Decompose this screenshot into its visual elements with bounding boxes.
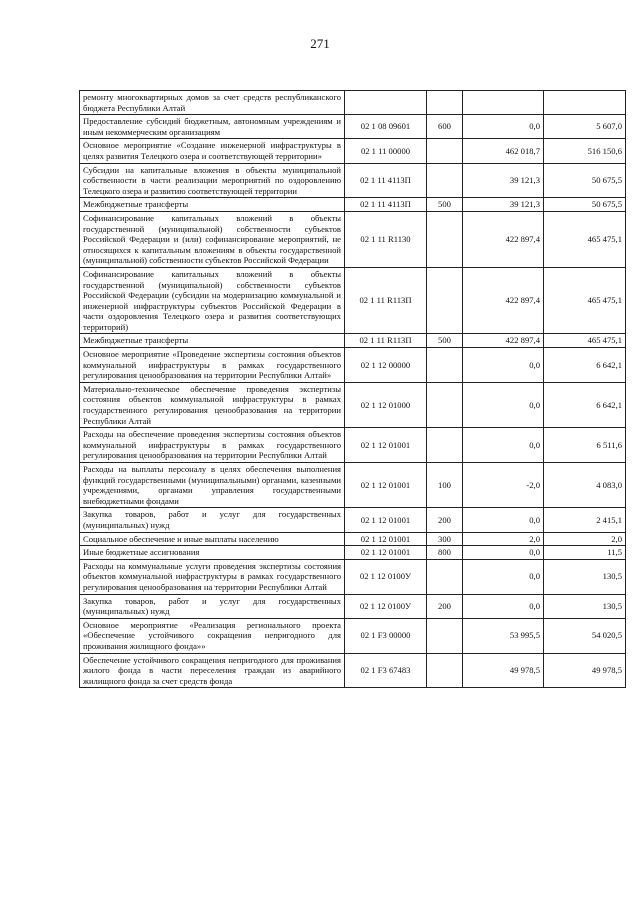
expense-type-cell: 800 (427, 546, 463, 560)
amount-year1-cell: 0,0 (463, 115, 544, 139)
target-code-cell: 02 1 12 01001 (345, 428, 427, 463)
target-code-cell: 02 1 12 01001 (345, 546, 427, 560)
table-row (80, 559, 626, 594)
table-row (80, 382, 626, 427)
amount-year2-cell: 54 020,5 (544, 618, 626, 653)
expense-name-cell: Обеспечение устойчивого сокращения непригодного для проживания жилого фонда в части переселения граждан из аварийного жилищного фонда за счет средств фонда (80, 653, 345, 688)
table-row (80, 508, 626, 532)
expense-type-cell (427, 267, 463, 334)
expense-name-cell: Софинансирование капитальных вложений в объекты государственной (муниципальной) собственности субъектов Российской Федерации и (или) софинансирование мероприятий, не относящихся к капитальным вложениям в объекты государственной (муниципальной) собственности субъектов Российской Федерации (80, 211, 345, 267)
amount-year2-cell: 49 978,5 (544, 653, 626, 688)
amount-year2-cell: 5 607,0 (544, 115, 626, 139)
expense-type-cell: 300 (427, 532, 463, 546)
amount-year1-cell: 0,0 (463, 594, 544, 618)
table-row (80, 198, 626, 212)
amount-year1-cell: 39 121,3 (463, 163, 544, 198)
table-row (80, 348, 626, 383)
target-code-cell: 02 1 11 R113П (345, 334, 427, 348)
amount-year2-cell: 465 475,1 (544, 334, 626, 348)
amount-year1-cell: 49 978,5 (463, 653, 544, 688)
amount-year2-cell: 130,5 (544, 594, 626, 618)
budget-table-body (80, 91, 626, 688)
amount-year2-cell: 6 511,6 (544, 428, 626, 463)
expense-type-cell (427, 211, 463, 267)
amount-year2-cell: 4 083,0 (544, 463, 626, 508)
table-row (80, 211, 626, 267)
target-code-cell: 02 1 11 4113П (345, 163, 427, 198)
amount-year1-cell: 0,0 (463, 382, 544, 427)
expense-name-cell: Основное мероприятие «Проведение экспертизы состояния объектов коммунальной инфраструктуры в рамках государственного регулирования ценообразования на территории Республики Алтай» (80, 348, 345, 383)
amount-year2-cell: 516 150,6 (544, 139, 626, 163)
table-row (80, 115, 626, 139)
target-code-cell: 02 1 11 4113П (345, 198, 427, 212)
target-code-cell: 02 1 12 0100У (345, 594, 427, 618)
expense-type-cell (427, 139, 463, 163)
expense-name-cell: Софинансирование капитальных вложений в объекты государственной (муниципальной) собственности субъектов Российской Федерации (субсидии на модернизацию коммунальной и инженерной инфраструктуры субъектов Российской Федерации в части оздоровления Телецкого озера и развития соответствующих территорий) (80, 267, 345, 334)
table-row (80, 653, 626, 688)
table-row (80, 91, 626, 115)
expense-name-cell: Расходы на выплаты персоналу в целях обеспечения выполнения функций государственными (муниципальными) органами, казенными учреждениями, органами управления государственными внебюджетными фондами (80, 463, 345, 508)
amount-year2-cell: 2,0 (544, 532, 626, 546)
expense-name-cell: ремонту многоквартирных домов за счет средств республиканского бюджета Республики Алтай (80, 91, 345, 115)
amount-year2-cell: 465 475,1 (544, 267, 626, 334)
expense-name-cell: Межбюджетные трансферты (80, 334, 345, 348)
amount-year1-cell: 422 897,4 (463, 267, 544, 334)
amount-year1-cell: 422 897,4 (463, 334, 544, 348)
target-code-cell (345, 91, 427, 115)
expense-type-cell (427, 428, 463, 463)
amount-year1-cell: -2,0 (463, 463, 544, 508)
page-number: 271 (310, 36, 330, 51)
target-code-cell: 02 1 F3 00000 (345, 618, 427, 653)
expense-name-cell: Расходы на обеспечение проведения экспертизы состояния объектов коммунальной инфраструктуры в рамках государственного регулирования ценообразования на территории Республики Алтай (80, 428, 345, 463)
table-row (80, 618, 626, 653)
amount-year2-cell: 50 675,5 (544, 163, 626, 198)
expense-type-cell: 100 (427, 463, 463, 508)
amount-year2-cell: 2 415,1 (544, 508, 626, 532)
target-code-cell: 02 1 11 00000 (345, 139, 427, 163)
target-code-cell: 02 1 08 09601 (345, 115, 427, 139)
amount-year2-cell: 11,5 (544, 546, 626, 560)
expense-name-cell: Субсидии на капитальные вложения в объекты муниципальной собственности в части реализации мероприятий по оздоровлению Телецкого озера и развитию соответствующей территории (80, 163, 345, 198)
expense-type-cell (427, 618, 463, 653)
table-row (80, 139, 626, 163)
target-code-cell: 02 1 12 0100У (345, 559, 427, 594)
expense-name-cell: Материально-техническое обеспечение проведения экспертизы состояния объектов коммунальной инфраструктуры в рамках государственного регулирования ценообразования на территории Республики Алтай (80, 382, 345, 427)
table-row (80, 532, 626, 546)
expense-name-cell: Расходы на коммунальные услуги проведения экспертизы состояния объектов коммунальной инфраструктуры в рамках государственного регулирования ценообразования на территории Республики Алтай (80, 559, 345, 594)
target-code-cell: 02 1 F3 67483 (345, 653, 427, 688)
expense-type-cell (427, 559, 463, 594)
table-row (80, 594, 626, 618)
expense-name-cell: Социальное обеспечение и иные выплаты населению (80, 532, 345, 546)
expense-type-cell (427, 348, 463, 383)
expense-name-cell: Межбюджетные трансферты (80, 198, 345, 212)
budget-table (79, 90, 626, 688)
target-code-cell: 02 1 12 01001 (345, 463, 427, 508)
expense-type-cell (427, 653, 463, 688)
expense-name-cell: Основное мероприятие «Реализация регионального проекта «Обеспечение устойчивого сокращения непригодного для проживания жилищного фонда»» (80, 618, 345, 653)
amount-year2-cell: 465 475,1 (544, 211, 626, 267)
amount-year1-cell: 0,0 (463, 428, 544, 463)
amount-year2-cell: 130,5 (544, 559, 626, 594)
target-code-cell: 02 1 11 R1130 (345, 211, 427, 267)
table-row (80, 428, 626, 463)
amount-year1-cell: 0,0 (463, 546, 544, 560)
amount-year1-cell: 0,0 (463, 559, 544, 594)
target-code-cell: 02 1 12 01001 (345, 508, 427, 532)
amount-year2-cell: 6 642,1 (544, 348, 626, 383)
table-row (80, 267, 626, 334)
amount-year1-cell: 0,0 (463, 508, 544, 532)
expense-type-cell: 200 (427, 508, 463, 532)
expense-type-cell: 500 (427, 198, 463, 212)
expense-name-cell: Закупка товаров, работ и услуг для государственных (муниципальных) нужд (80, 594, 345, 618)
amount-year1-cell: 422 897,4 (463, 211, 544, 267)
expense-type-cell (427, 163, 463, 198)
expense-type-cell: 500 (427, 334, 463, 348)
amount-year2-cell (544, 91, 626, 115)
target-code-cell: 02 1 12 01000 (345, 382, 427, 427)
expense-name-cell: Предоставление субсидий бюджетным, автономным учреждениям и иным некоммерческим организациям (80, 115, 345, 139)
amount-year1-cell: 462 018,7 (463, 139, 544, 163)
expense-type-cell: 600 (427, 115, 463, 139)
expense-type-cell (427, 382, 463, 427)
expense-name-cell: Иные бюджетные ассигнования (80, 546, 345, 560)
amount-year1-cell: 2,0 (463, 532, 544, 546)
target-code-cell: 02 1 12 00000 (345, 348, 427, 383)
expense-type-cell: 200 (427, 594, 463, 618)
amount-year1-cell: 53 995,5 (463, 618, 544, 653)
amount-year2-cell: 6 642,1 (544, 382, 626, 427)
table-row (80, 163, 626, 198)
target-code-cell: 02 1 11 R113П (345, 267, 427, 334)
target-code-cell: 02 1 12 01001 (345, 532, 427, 546)
expense-name-cell: Основное мероприятие «Создание инженерной инфраструктуры в целях развития Телецкого озера и соответствующей территории» (80, 139, 345, 163)
table-row (80, 463, 626, 508)
table-row (80, 546, 626, 560)
table-row (80, 334, 626, 348)
amount-year1-cell: 0,0 (463, 348, 544, 383)
amount-year1-cell: 39 121,3 (463, 198, 544, 212)
amount-year1-cell (463, 91, 544, 115)
expense-name-cell: Закупка товаров, работ и услуг для государственных (муниципальных) нужд (80, 508, 345, 532)
amount-year2-cell: 50 675,5 (544, 198, 626, 212)
expense-type-cell (427, 91, 463, 115)
